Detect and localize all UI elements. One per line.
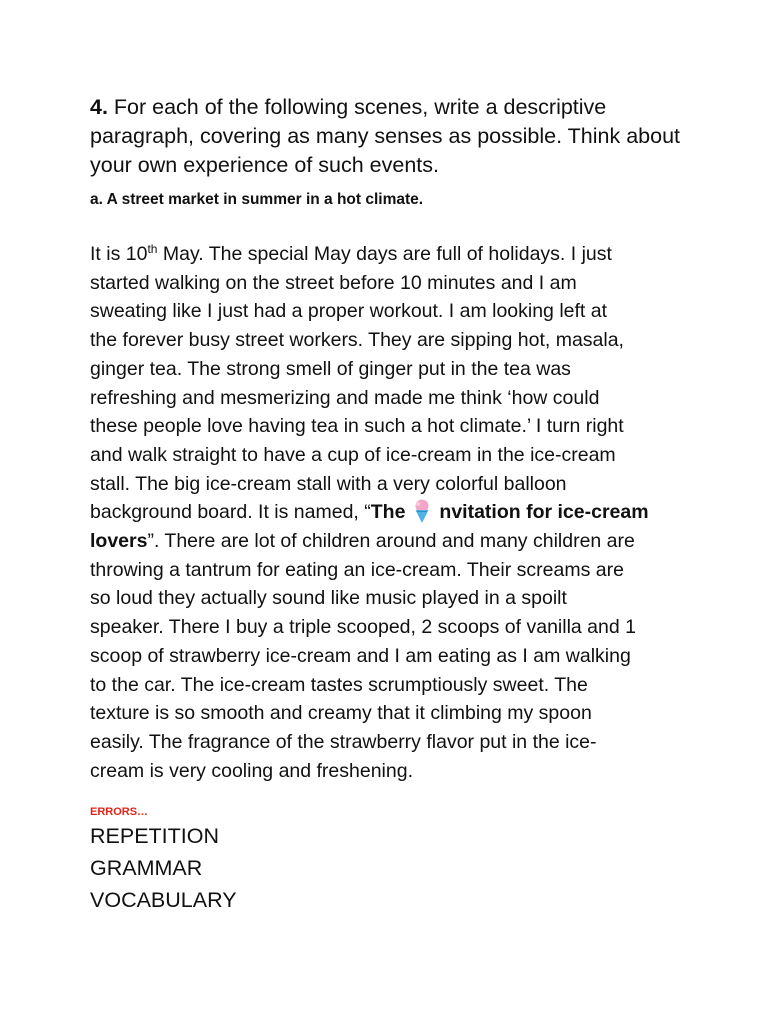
error-item-vocabulary: VOCABULARY: [90, 888, 237, 912]
essay-paragraph: [90, 240, 690, 785]
error-item-grammar: GRAMMAR: [90, 856, 203, 880]
essay-line: texture is so smooth and creamy that it climbing my spoon: [90, 702, 592, 725]
ordinal-suffix: th: [147, 242, 158, 256]
essay-line: refreshing and mesmerizing and made me think ‘how could: [90, 386, 600, 409]
essay-text: It is 10: [90, 243, 148, 265]
ice-cream-icon: [411, 498, 433, 524]
essay-line: sweating like I just had a proper workout. I am looking left at: [90, 300, 608, 323]
essay-line: these people love having tea in such a hot climate.’ I turn right: [90, 415, 624, 438]
essay-text: ”. There are lot of children around and many children are: [147, 530, 635, 553]
stall-name-bold: lovers: [90, 530, 148, 553]
essay-line: and walk straight to have a cup of ice-cream in the ice-cream: [90, 443, 616, 466]
essay-line: ginger tea. The strong smell of ginger put in the tea was: [90, 357, 571, 380]
essay-line: so loud they actually sound like music played in a spoilt: [90, 587, 567, 610]
essay-text: background board. It is named, “: [90, 501, 371, 524]
essay-line: the forever busy street workers. They are sipping hot, masala,: [90, 329, 624, 352]
essay-line: easily. The fragrance of the strawberry flavor put in the ice-: [90, 730, 597, 753]
scene-subheading: a. A street market in summer in a hot climate.: [90, 191, 424, 208]
essay-line: scoop of strawberry ice-cream and I am eating as I am walking: [90, 644, 631, 667]
essay-line: to the car. The ice-cream tastes scrumptiously sweet. The: [90, 673, 588, 696]
stall-name-bold: nvitation for ice-cream: [439, 501, 649, 524]
question-prompt: [90, 93, 700, 180]
essay-line: started walking on the street before 10 minutes and I am: [90, 271, 577, 294]
essay-line: [90, 240, 690, 269]
essay-line: throwing a tantrum for eating an ice-cream. Their screams are: [90, 558, 624, 581]
errors-label: ERRORS…: [90, 806, 149, 818]
essay-line: [90, 498, 690, 527]
question-number: 4.: [90, 95, 108, 119]
essay-line: cream is very cooling and freshening.: [90, 759, 413, 782]
essay-text: May. The special May days are full of holidays. I just: [157, 243, 612, 265]
question-text: For each of the following scenes, write a descriptive paragraph, covering as many senses as possible. Think about your own experience of such events.: [90, 95, 681, 177]
essay-line: stall. The big ice-cream stall with a very colorful balloon: [90, 472, 567, 495]
error-item-repetition: REPETITION: [90, 824, 220, 848]
error-list: [90, 820, 237, 916]
stall-name-bold: The: [370, 501, 406, 524]
essay-line: [90, 527, 690, 556]
essay-line: speaker. There I buy a triple scooped, 2 scoops of vanilla and 1: [90, 616, 636, 639]
